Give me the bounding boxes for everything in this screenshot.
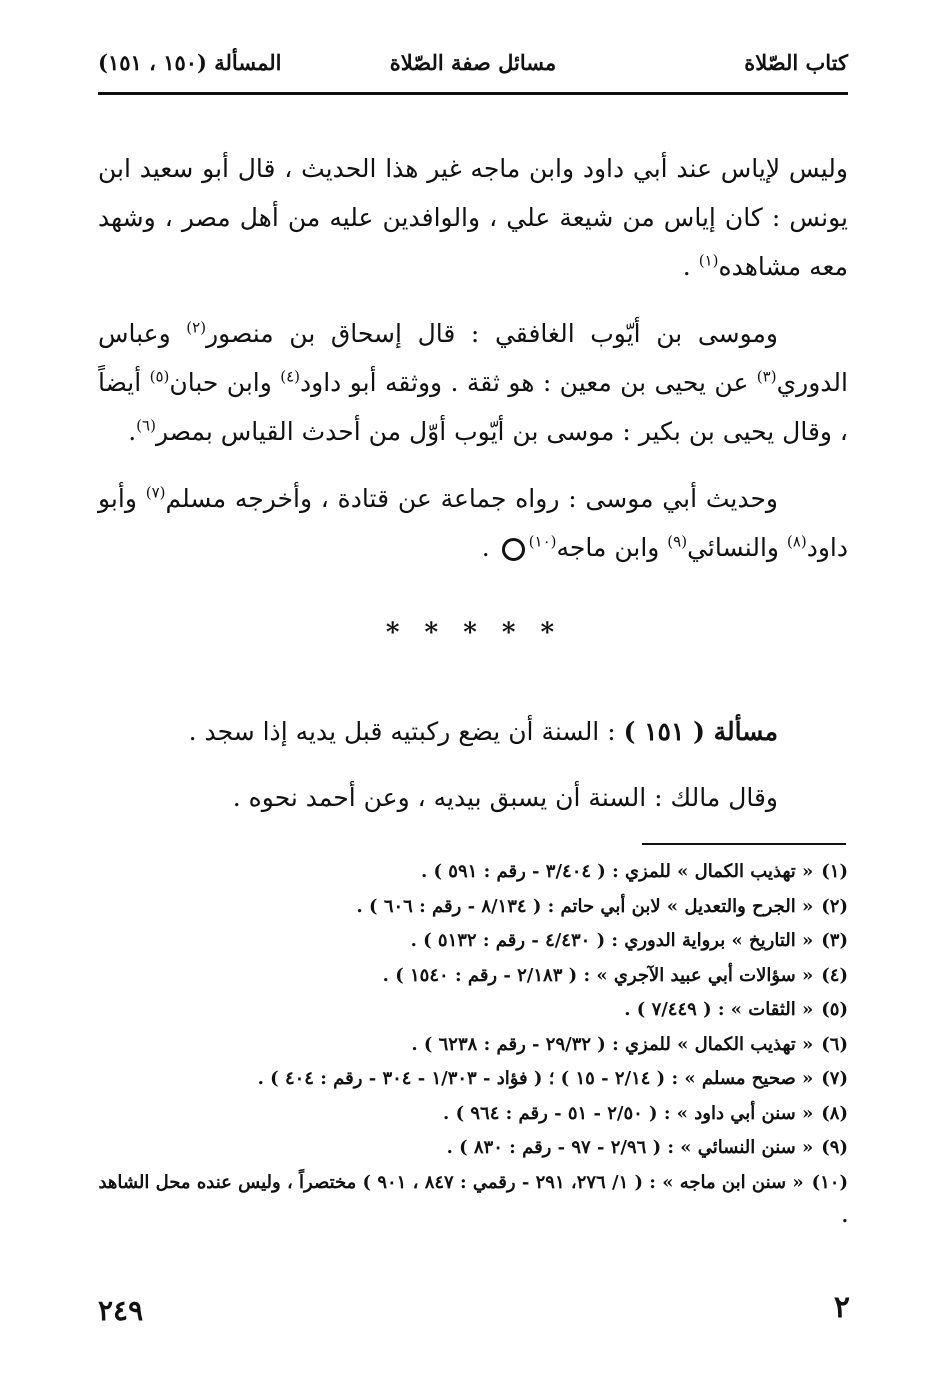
footnote-ref: (٩) bbox=[667, 532, 688, 551]
footnote: (١٠)« سنن ابن ماجه » : ( ١/ ٢٧٦، ٢٩١ - رقمي : ٨٤٧ ، ٩٠١ ) مختصراً ، وليس عنده محل الشاهد . bbox=[98, 1171, 848, 1227]
issue-label: مسألة ( ١٥١ ) bbox=[623, 717, 778, 746]
chapter-title: مسائل صفة الصّلاة bbox=[389, 50, 557, 75]
paragraph-abu-musa: وحديث أبي موسى : رواه جماعة عن قتادة ، وأخرجه مسلم$^{(٧)}$ وأبو داود$^{(٨)}$ والنسائي$^{(٩)}$ وابن ماجه$^{(١٠)}$ . bbox=[98, 483, 848, 562]
issue-statement: مسألة ( ١٥١ ) : السنة أن يضع ركبتيه قبل يديه إذا سجد . bbox=[188, 717, 778, 746]
footnote: (٣)« التاريخ » برواية الدوري : ( ٤/٤٣٠ - رقم : ٥١٣٢ ) . bbox=[410, 930, 848, 951]
book-title: كتاب الصّلاة bbox=[744, 50, 848, 75]
footnote-ref: (٤) bbox=[280, 367, 301, 386]
main-text bbox=[98, 144, 848, 590]
issue-151 bbox=[98, 706, 778, 838]
header-rule bbox=[98, 92, 848, 95]
page-number: ٢٤٩ bbox=[98, 1294, 144, 1327]
footnote-ref: (١٠) bbox=[528, 532, 557, 551]
footnotes bbox=[98, 855, 848, 1235]
end-circle-icon bbox=[502, 538, 525, 561]
footnote: (٤)« سؤالات أبي عبيد الآجري » : ( ٢/١٨٣ - رقم : ١٥٤٠ ) . bbox=[382, 964, 848, 986]
footnote: (٩)« سنن النسائي » : ( ٢/٩٦ - ٩٧ - رقم : ٨٣٠ ) . bbox=[446, 1137, 848, 1158]
footnote-ref: (٥) bbox=[149, 367, 170, 386]
footnote-rule bbox=[642, 843, 846, 845]
footnote: (٢)« الجرح والتعديل » لابن أبي حاتم : ( ٨/١٣٤ - رقم : ٦٠٦ ) . bbox=[356, 895, 848, 917]
footnote-ref: (٧) bbox=[145, 483, 166, 502]
footnote-ref: (٢) bbox=[186, 318, 207, 337]
paragraph-musa: وموسى بن أيّوب الغافقي : قال إسحاق بن منصور$^{(٢)}$ وعباس الدوري$^{(٣)}$ عن يحيى بن معين : هو ثقة . ووثقه أبو داود$^{(٤)}$ وابن حبان$^{(٥)}$ أيضاً ، وقال يحيى بن بكير : موسى بن أيّوب أوّل من أحدث القياس بمصر$^{(٦)}$. bbox=[98, 318, 848, 446]
footnote-ref: (٨) bbox=[786, 532, 807, 551]
paragraph-iyas: وليس لإياس عند أبي داود وابن ماجه غير هذا الحديث ، قال أبو سعيد ابن يونس : كان إياس من شيعة علي ، والوافدين عليه من أهل مصر ، وشهد معه مشاهده$^{(١)}$ . bbox=[98, 154, 848, 281]
footnote-ref: (٦) bbox=[136, 416, 156, 435]
footnote: (١)« تهذيب الكمال » للمزي : ( ٣/٤٠٤ - رقم : ٥٩١ ) . bbox=[420, 861, 848, 882]
footnote-ref: (٣) bbox=[756, 367, 777, 386]
footnote: (٦)« تهذيب الكمال » للمزي : ( ٢٩/٣٢ - رقم : ٦٢٣٨ ) . bbox=[411, 1033, 848, 1055]
issue-maliki-view: وقال مالك : السنة أن يسبق بيديه ، وعن أحمد نحوه . bbox=[232, 783, 778, 812]
running-header bbox=[98, 50, 848, 90]
footnote: (٨)« سنن أبي داود » : ( ٢/٥٠ - ٥١ - رقم : ٩٦٤ ) . bbox=[443, 1102, 848, 1124]
section-separator: * * * * * bbox=[385, 618, 563, 648]
footnote: (٧)« صحيح مسلم » : ( ٢/١٤ - ١٥ ) ؛ ( فؤاد - ١/٣٠٣ - ٣٠٤ - رقم : ٤٠٤ ) . bbox=[257, 1068, 848, 1089]
volume-number: ٢ bbox=[833, 1290, 850, 1325]
footnote-ref: (١) bbox=[698, 251, 719, 270]
footnote: (٥)« الثقات » : ( ٧/٤٤٩ ) . bbox=[624, 999, 848, 1020]
issue-range: المسألة (١٥٠ ، ١٥١) bbox=[98, 50, 282, 75]
